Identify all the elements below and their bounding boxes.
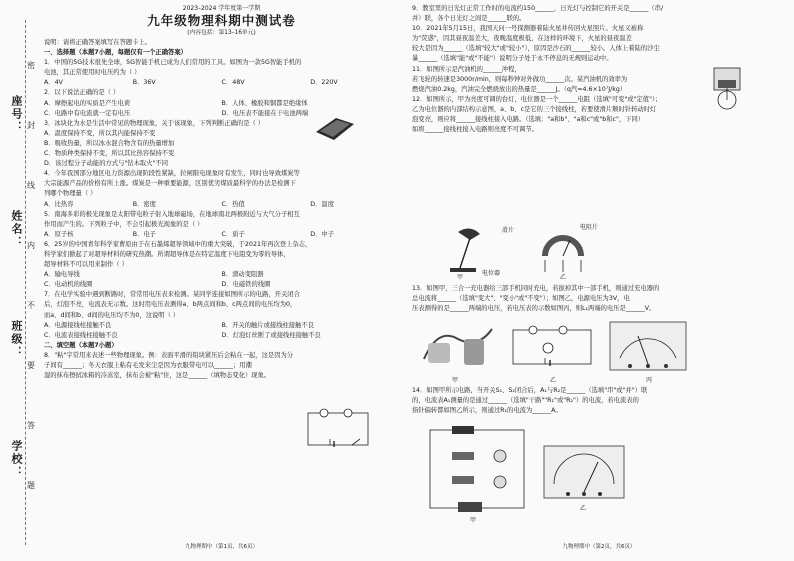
answer-option: D．温度	[310, 200, 334, 208]
question-line: 泡变亮，则应将______接线柱接入电路。（选填："a和b"、"a和c"或"b和c"，下同）	[412, 116, 645, 124]
question-line: 1．中国的5G技术很先全球，5G智能手机已成为人们常用的工具。如图为一款5G智能手机的	[44, 59, 302, 67]
answer-option: A．4V	[44, 79, 63, 87]
question-line: 电池，其正常使用时电压约为（ ）	[44, 69, 141, 77]
answer-option: D．中子	[310, 230, 334, 238]
answer-option: C．48V	[221, 79, 245, 87]
answer-option: A．原子核	[44, 230, 74, 238]
question-line: 说明：请将正确答案填写在答题卡上。	[44, 39, 152, 46]
question-line: A．温度保持不变，所以其内能保持不变	[44, 129, 156, 137]
answer-options	[44, 200, 399, 210]
answer-option: D．220V	[310, 79, 338, 87]
question-line: 11．如图所示是汽油机的______冲程，	[412, 65, 521, 73]
exam-term: 2023–2024 学年度第一学期	[182, 5, 261, 12]
binding-strip	[0, 0, 40, 561]
answer-option: C．电路中有电流就一定有电压	[44, 109, 131, 117]
question-line: 如将______接线柱接入电路则亮度不可调节。	[412, 126, 538, 134]
question-line: 乙为电位器的内部结构示意图，a、b、c是它的三个接线柱，若要使滑片顺时针转动时灯	[412, 105, 657, 113]
page-1	[44, 4, 399, 554]
question-line: 4．今年我国部分地区电力资源出现阶段性紧缺，拉闸限电现象时有发生，同时也导致煤炭等	[44, 170, 300, 178]
answer-option: B．密度	[132, 200, 156, 208]
question-line: 14．如图甲所示电路，当开关S₁、S₂闭合后，A₁与R₂是______（选填"串"或"并"）联	[412, 387, 648, 394]
answer-options	[44, 321, 399, 331]
answer-option: D．灯泡灯丝断了或接线柱接触不良	[221, 331, 321, 339]
figure-label: 乙	[580, 505, 587, 512]
question-line: 为"荧惑"，因其昼夜温差大，夜晚温度极低，在这样的环境下，火星的昼夜温差	[412, 35, 632, 43]
answer-option: A．摩擦起电的实质是产生电荷	[44, 99, 131, 107]
question-line: 燃烧汽油0.2kg，汽油完全燃烧放出的热量是______J。（q汽=4.6×10⁷J/kg）	[412, 85, 627, 93]
question-line: D．该过程分子动能的方式与"钻木取火"不同	[44, 160, 168, 168]
answer-option: C．电流表接线柱接触不良	[44, 331, 118, 339]
page-2-footer: 九物理期中（第2页，共6页）	[562, 543, 636, 550]
question-line: 8．"粘"字常用来表述一些物理现象。例：表面平滑的铅块紧压后会粘在一起，这是因为分	[44, 351, 294, 359]
seat-field: 座号：	[10, 95, 23, 134]
answer-option: D．电压表不能接在干电池两端	[221, 109, 309, 117]
seal-char: 要	[27, 361, 35, 370]
question-line: 科学家们掀起了对超导材料的研究热潮。所谓超导体是在特定温度下电阻变为零的导体，	[44, 250, 290, 258]
question-line: 列哪个物理量（ ）	[44, 190, 97, 198]
page-2-body-b	[412, 284, 786, 314]
question-line: 后，灯泡不亮，电流表无示数。这时用电压表测得a、b两点间和b、c两点间的电压均为0，	[44, 301, 297, 309]
question-line: 总电流将______（选填"变大"、"变小"或"不变"）；如图乙，电源电压为3V，电	[412, 295, 630, 303]
seal-char: 题	[27, 481, 35, 490]
answer-option: B．开关的触片或接线柱接触不良	[221, 321, 314, 329]
question-line: 而a、d间和b、d间的电压均不为0，这说明（ ）	[44, 311, 180, 319]
answer-option: B．人体、橡胶和铜都是绝缘体	[221, 99, 308, 107]
answer-option: C．热值	[221, 200, 245, 208]
answer-option: C．电动机的线圈	[44, 281, 93, 289]
question-line: 9．教室里的日光灯正常工作时的电流约150______，日光灯与控制它的开关是______（串/	[412, 5, 664, 12]
question-line: 10．2021年5月15日，我国天问一号探测器着陆火星并传回火星照片。火星又被称	[412, 25, 644, 33]
figure-label: 电阻片	[580, 224, 599, 231]
answer-option: A．比热容	[44, 200, 74, 208]
page-2	[412, 4, 786, 554]
seal-char: 不	[27, 301, 35, 310]
figure-label: 乙	[560, 274, 567, 281]
question-line: 指针偏转都如图乙所示，则通过R₁的电流为______A。	[412, 407, 562, 415]
ammeter-q14-figure	[542, 444, 626, 500]
question-line: 5．南海多彩的极光现象是太阳带电粒子射入地球磁场，在地球南北两极附近与大气分子相互	[44, 210, 300, 218]
answer-options	[44, 331, 399, 341]
figure-label: 丙	[646, 377, 653, 384]
seal-char: 线	[27, 181, 35, 190]
answer-options	[44, 230, 399, 240]
question-line: 3．冰块化为水是生活中常见的物理现象，关于该现象，下列判断正确的是（ ）	[44, 119, 265, 127]
phone-figure	[312, 112, 356, 142]
answer-options	[44, 270, 399, 280]
charger-figure	[418, 319, 498, 374]
figure-label: 甲	[457, 274, 464, 281]
question-line: 作用而产生的。下列粒子中，不会引起极光现象的是（ ）	[44, 220, 204, 228]
question-line: 13．如图甲，三合一充电器给三部手机同时充电，若拔掉其中一部手机，则通过充电器的	[412, 285, 660, 292]
page-2-body-c	[412, 386, 786, 416]
question-line: 湿的抹布擦拭冰箱的冷冻室，抹布会被"粘"住，这是______（填物态变化）现象。	[44, 372, 271, 380]
question-line: 2．以下说法正确的是（ ）	[44, 89, 120, 97]
circuit-q13-figure	[507, 322, 597, 372]
seal-line	[25, 20, 26, 545]
circuit-q14-figure	[422, 422, 532, 514]
circuit-q7-figure	[302, 407, 374, 451]
figure-label: 甲	[470, 517, 477, 524]
name-field: 姓名：	[10, 210, 23, 249]
answer-option: B．36V	[132, 79, 156, 87]
figure-label: 乙	[550, 377, 557, 384]
exam-scope: (内容包括：第13–16单元)	[187, 30, 256, 36]
question-line: 7．在电学实验中遇到断路时，常常用电压表来检测。某同学连接如图所示的电路，开关闭合	[44, 291, 300, 299]
figure-label: 电位器	[482, 270, 501, 277]
answer-options	[44, 78, 399, 88]
question-line: 12．如图所示，甲为亮度可调的台灯，电位器是一个______电阻（选填"可变"或"定值"）；	[412, 95, 662, 103]
answer-options	[44, 99, 399, 109]
question-line: 的，电流表A₁测量的是通过______（选填"干路""R₁"或"R₂"）的电流，若电流表的	[412, 397, 639, 405]
question-line: 子间有______；冬天衣服上粘有毛发来尘是因为衣服带电可以______；用潮	[44, 362, 252, 369]
figure-label: 滑片	[502, 227, 515, 234]
question-line: 若飞轮的转速是3000r/min，则每秒钟对外做功______次。某汽油机的效率为	[412, 75, 628, 83]
lamp-potentiometer-figure	[440, 222, 640, 278]
section-heading: 一、选择题（本题7小题，每题仅有一个正确答案）	[44, 49, 187, 57]
answer-option: B．滑动变阻器	[221, 271, 264, 279]
engine-figure	[702, 62, 752, 112]
seal-char: 封	[27, 121, 35, 130]
class-field: 班级：	[10, 320, 23, 359]
exam-title: 九年级物理科期中测试卷	[147, 13, 296, 28]
seal-char: 答	[27, 421, 35, 430]
question-line: 超导材料不可以用来制作（ ）	[44, 261, 128, 269]
school-field: 学校：	[10, 440, 23, 479]
answer-option: B．电子	[132, 230, 156, 238]
section-heading: 二、填空题（本题7小题）	[44, 341, 118, 349]
question-line: 6．25岁的中国青年科学家曹原由于在石墨烯超导领域中的重大突破，于2021年再次登上杂志，	[44, 240, 312, 248]
question-line: 大宗能源产品的价格有所上涨。煤炭是一种重要能源，区别优劣煤质最科学的办法是检测下	[44, 180, 296, 188]
question-line: 暴______（选填"能"或"不能"）说明分子处于永不停息的无规则运动中。	[412, 55, 613, 63]
seal-char: 内	[27, 241, 35, 250]
question-line: B．吸收热量，所以冰水混合物含有的热量增加	[44, 139, 175, 147]
voltmeter-q13-figure	[608, 320, 688, 372]
question-line: 并）联，各个日光灯之间是______联的。	[412, 15, 526, 23]
answer-option: A．输电导线	[44, 271, 80, 279]
question-line: 较大是因为______（选填"较大"或"较小"），原因是沙石的______较小。人体上着陆的沙尘	[412, 45, 660, 53]
figure-label: 甲	[452, 377, 459, 384]
answer-option: C．质子	[221, 230, 245, 238]
answer-option: A．电源接线柱接触不良	[44, 321, 112, 329]
answer-option: D．电磁铁的线圈	[221, 281, 271, 289]
page-1-body	[44, 38, 399, 381]
seal-char: 密	[27, 61, 35, 70]
question-line: C．物质种类保持不变，所以其比热容保持不变	[44, 150, 175, 158]
page-1-footer: 九物理期中（第1页，共6页）	[185, 543, 258, 550]
question-line: 压表测得的是______两端的电压，若电压表的示数如图丙，则L₁两端的电压是______V。	[412, 305, 656, 313]
answer-options	[44, 280, 399, 290]
